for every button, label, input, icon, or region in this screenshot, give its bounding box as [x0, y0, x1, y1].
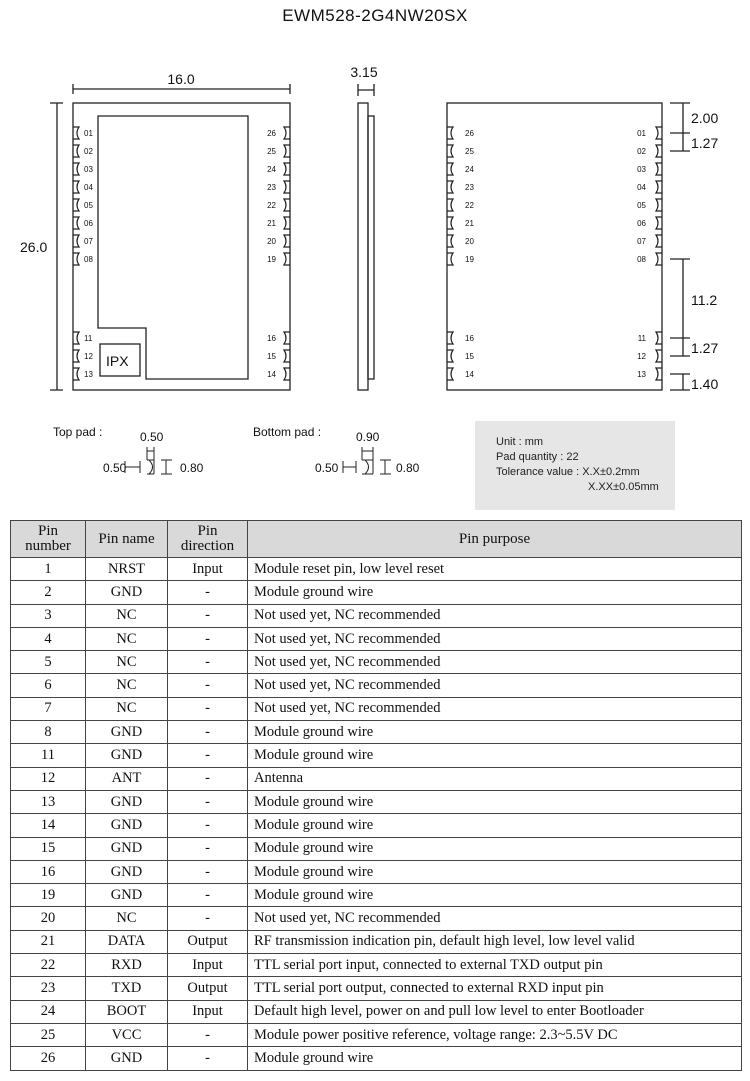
pad-icon — [656, 145, 662, 157]
pad-icon — [447, 199, 453, 211]
pin-direction-cell: Output — [168, 930, 248, 953]
pad-icon — [447, 145, 453, 157]
pin-number-label: 04 — [637, 183, 646, 192]
pad-icon — [447, 181, 453, 193]
pin-name-cell: BOOT — [86, 1000, 168, 1023]
table-row — [11, 790, 742, 813]
pin-purpose-cell: TTL serial port input, connected to external TXD output pin — [248, 954, 742, 977]
pin-number-cell: 14 — [11, 814, 86, 837]
tolerance-text: Tolerance value : X.X±0.2mm — [496, 466, 640, 478]
pin-purpose-cell: Module ground wire — [248, 1047, 742, 1070]
table-row — [11, 651, 742, 674]
pin-number-cell: 6 — [11, 674, 86, 697]
pin-number-label: 08 — [84, 255, 93, 264]
pin-number-label: 11 — [637, 334, 646, 343]
pin-number-label: 16 — [267, 334, 276, 343]
pin-number-label: 25 — [267, 147, 276, 156]
bottom-pad-length: 0.50 — [315, 461, 339, 475]
pad-icon — [447, 163, 453, 175]
pin-number-label: 06 — [84, 219, 93, 228]
pad-icon — [447, 368, 453, 380]
pin-number-label: 16 — [465, 334, 474, 343]
pad-icon — [447, 350, 453, 362]
dim-1-27-b: 1.27 — [691, 340, 719, 356]
pad-icon — [656, 253, 662, 265]
pin-number-cell: 19 — [11, 884, 86, 907]
bottom-view-outline — [447, 103, 662, 390]
pin-name-cell: NC — [86, 674, 168, 697]
pin-direction-cell: - — [168, 651, 248, 674]
pad-icon — [447, 332, 453, 344]
pin-direction-cell: - — [168, 790, 248, 813]
pin-purpose-cell: Module reset pin, low level reset — [248, 558, 742, 581]
pin-direction-cell: - — [168, 1047, 248, 1070]
pin-number-cell: 5 — [11, 651, 86, 674]
bottom-pad-width: 0.90 — [356, 430, 380, 444]
pad-icon — [447, 127, 453, 139]
height-label: 26.0 — [20, 239, 48, 255]
pin-purpose-cell: Module ground wire — [248, 721, 742, 744]
table-row — [11, 627, 742, 650]
pin-direction-cell: - — [168, 697, 248, 720]
pin-name-cell: GND — [86, 790, 168, 813]
pin-direction-cell: - — [168, 604, 248, 627]
pad-icon — [73, 127, 79, 139]
table-row — [11, 1047, 742, 1070]
pin-purpose-cell: Not used yet, NC recommended — [248, 627, 742, 650]
pad-icon — [284, 350, 290, 362]
pin-direction-cell: - — [168, 674, 248, 697]
pin-name-cell: ANT — [86, 767, 168, 790]
pad-icon — [73, 199, 79, 211]
shield-outline — [98, 116, 248, 379]
header-pin-purpose: Pin purpose — [248, 521, 742, 558]
pin-number-cell: 25 — [11, 1023, 86, 1046]
table-row — [11, 767, 742, 790]
pad-icon — [73, 368, 79, 380]
table-row — [11, 721, 742, 744]
pin-name-cell: GND — [86, 860, 168, 883]
pin-number-label: 26 — [465, 129, 474, 138]
pin-number-label: 04 — [84, 183, 93, 192]
pad-icon — [73, 235, 79, 247]
pin-number-cell: 22 — [11, 954, 86, 977]
pin-number-label: 02 — [84, 147, 93, 156]
pin-number-label: 14 — [465, 370, 474, 379]
pin-number-cell: 4 — [11, 627, 86, 650]
dim-1-27-a: 1.27 — [691, 135, 719, 151]
pin-name-cell: VCC — [86, 1023, 168, 1046]
spec-info-box — [475, 421, 675, 510]
table-row — [11, 581, 742, 604]
pad-icon — [284, 253, 290, 265]
dim-2-00: 2.00 — [691, 110, 719, 126]
pin-number-label: 03 — [637, 165, 646, 174]
pin-number-label: 22 — [267, 201, 276, 210]
side-view-pcb — [358, 103, 368, 390]
pin-purpose-cell: TTL serial port output, connected to external RXD input pin — [248, 977, 742, 1000]
pin-direction-cell: - — [168, 837, 248, 860]
pin-purpose-cell: Module power positive reference, voltage range: 2.3~5.5V DC — [248, 1023, 742, 1046]
dim-1-40: 1.40 — [691, 376, 719, 392]
pin-purpose-cell: Module ground wire — [248, 837, 742, 860]
pin-name-cell: NC — [86, 907, 168, 930]
pin-number-label: 20 — [465, 237, 474, 246]
pin-direction-cell: Input — [168, 1000, 248, 1023]
top-pad-label: Top pad : — [53, 425, 103, 439]
pin-name-cell: DATA — [86, 930, 168, 953]
pin-purpose-cell: Module ground wire — [248, 884, 742, 907]
pad-icon — [73, 217, 79, 229]
pin-number-cell: 3 — [11, 604, 86, 627]
pad-icon — [284, 199, 290, 211]
unit-text: Unit : mm — [496, 436, 544, 448]
pin-purpose-cell: Module ground wire — [248, 860, 742, 883]
pin-name-cell: GND — [86, 1047, 168, 1070]
top-view-outline — [73, 103, 290, 390]
bottom-pad-diagram — [343, 447, 391, 474]
header-pin-number: Pin number — [11, 521, 86, 558]
pin-number-label: 03 — [84, 165, 93, 174]
pad-icon — [73, 145, 79, 157]
pin-number-label: 13 — [84, 370, 93, 379]
height-dimension-line — [50, 103, 63, 390]
pin-name-cell: NC — [86, 651, 168, 674]
table-row — [11, 814, 742, 837]
pad-icon — [73, 181, 79, 193]
table-row — [11, 1023, 742, 1046]
pin-purpose-cell: Module ground wire — [248, 744, 742, 767]
pin-number-label: 07 — [637, 237, 646, 246]
table-row — [11, 697, 742, 720]
pad-icon — [656, 332, 662, 344]
pin-purpose-cell: Module ground wire — [248, 814, 742, 837]
pad-icon — [284, 332, 290, 344]
pin-number-cell: 15 — [11, 837, 86, 860]
pad-icon — [73, 163, 79, 175]
pad-icon — [447, 253, 453, 265]
pin-purpose-cell: Module ground wire — [248, 581, 742, 604]
pin-name-cell: GND — [86, 884, 168, 907]
pin-number-label: 20 — [267, 237, 276, 246]
module-title: EWM528-2G4NW20SX — [282, 6, 468, 25]
pad-icon — [656, 217, 662, 229]
side-view-shield — [368, 116, 374, 379]
tolerance-text-2: X.XX±0.05mm — [588, 481, 659, 493]
pin-number-cell: 11 — [11, 744, 86, 767]
table-row — [11, 954, 742, 977]
pin-name-cell: GND — [86, 837, 168, 860]
pin-direction-cell: - — [168, 767, 248, 790]
pin-name-cell: NRST — [86, 558, 168, 581]
pin-number-cell: 24 — [11, 1000, 86, 1023]
pin-direction-cell: Input — [168, 558, 248, 581]
pin-number-label: 07 — [84, 237, 93, 246]
pin-number-label: 26 — [267, 129, 276, 138]
table-row — [11, 1000, 742, 1023]
pin-direction-cell: - — [168, 581, 248, 604]
pin-number-cell: 12 — [11, 767, 86, 790]
pin-number-label: 22 — [465, 201, 474, 210]
table-row — [11, 884, 742, 907]
pin-direction-cell: Output — [168, 977, 248, 1000]
pin-name-cell: TXD — [86, 977, 168, 1000]
pad-icon — [447, 217, 453, 229]
table-row — [11, 907, 742, 930]
pitch-dimension-lines — [670, 103, 690, 390]
table-row — [11, 604, 742, 627]
thickness-label: 3.15 — [350, 64, 378, 80]
table-row — [11, 558, 742, 581]
bottom-pad-height: 0.80 — [396, 461, 420, 475]
pin-name-cell: GND — [86, 744, 168, 767]
pin-number-label: 15 — [267, 352, 276, 361]
pin-purpose-cell: Not used yet, NC recommended — [248, 674, 742, 697]
pin-name-cell: RXD — [86, 954, 168, 977]
pad-icon — [656, 235, 662, 247]
pin-purpose-cell: Not used yet, NC recommended — [248, 907, 742, 930]
pin-purpose-cell: RF transmission indication pin, default high level, low level valid — [248, 930, 742, 953]
pad-quantity-text: Pad quantity : 22 — [496, 451, 579, 463]
top-pad-height: 0.80 — [180, 461, 204, 475]
pin-number-label: 19 — [465, 255, 474, 264]
pin-number-cell: 23 — [11, 977, 86, 1000]
pin-number-cell: 7 — [11, 697, 86, 720]
pad-icon — [447, 235, 453, 247]
pad-icon — [284, 181, 290, 193]
pin-number-label: 12 — [637, 352, 646, 361]
pin-number-label: 02 — [637, 147, 646, 156]
pad-icon — [284, 127, 290, 139]
pad-icon — [656, 163, 662, 175]
header-pin-name: Pin name — [86, 521, 168, 558]
ipx-label: IPX — [106, 353, 129, 369]
pin-number-label: 05 — [637, 201, 646, 210]
pin-number-label: 12 — [84, 352, 93, 361]
pin-number-label: 13 — [637, 370, 646, 379]
pin-direction-cell: - — [168, 744, 248, 767]
pin-purpose-cell: Module ground wire — [248, 790, 742, 813]
table-row — [11, 674, 742, 697]
table-row — [11, 837, 742, 860]
width-label: 16.0 — [167, 71, 195, 87]
pad-icon — [656, 181, 662, 193]
pad-icon — [284, 163, 290, 175]
pin-number-label: 01 — [84, 129, 93, 138]
pin-number-label: 06 — [637, 219, 646, 228]
table-row — [11, 977, 742, 1000]
pin-number-label: 21 — [267, 219, 276, 228]
pad-icon — [656, 199, 662, 211]
header-pin-direction: Pin direction — [168, 521, 248, 558]
pin-direction-cell: - — [168, 721, 248, 744]
table-row — [11, 860, 742, 883]
pin-number-label: 01 — [637, 129, 646, 138]
pin-number-label: 23 — [465, 183, 474, 192]
table-row — [11, 930, 742, 953]
bottom-pad-label: Bottom pad : — [253, 425, 322, 439]
pin-number-cell: 20 — [11, 907, 86, 930]
pin-number-label: 15 — [465, 352, 474, 361]
pad-icon — [73, 350, 79, 362]
pin-name-cell: NC — [86, 604, 168, 627]
pin-direction-cell: - — [168, 814, 248, 837]
pin-number-cell: 8 — [11, 721, 86, 744]
pin-purpose-cell: Not used yet, NC recommended — [248, 604, 742, 627]
pad-icon — [656, 350, 662, 362]
pin-number-label: 05 — [84, 201, 93, 210]
pin-definition-table — [10, 520, 742, 1071]
pin-number-cell: 2 — [11, 581, 86, 604]
table-row — [11, 744, 742, 767]
pad-icon — [284, 217, 290, 229]
pin-number-cell: 26 — [11, 1047, 86, 1070]
pin-name-cell: GND — [86, 814, 168, 837]
pin-direction-cell: - — [168, 627, 248, 650]
pin-number-label: 25 — [465, 147, 474, 156]
pad-icon — [656, 368, 662, 380]
pad-icon — [656, 127, 662, 139]
pin-number-label: 14 — [267, 370, 276, 379]
pin-number-cell: 13 — [11, 790, 86, 813]
pin-number-label: 23 — [267, 183, 276, 192]
top-pad-diagram — [125, 447, 172, 474]
pin-direction-cell: Input — [168, 954, 248, 977]
pin-number-cell: 1 — [11, 558, 86, 581]
pad-icon — [73, 253, 79, 265]
pin-number-label: 21 — [465, 219, 474, 228]
pin-number-label: 08 — [637, 255, 646, 264]
pad-icon — [284, 145, 290, 157]
pin-purpose-cell: Antenna — [248, 767, 742, 790]
pin-direction-cell: - — [168, 1023, 248, 1046]
pin-name-cell: NC — [86, 627, 168, 650]
dim-11-2: 11.2 — [691, 292, 718, 308]
pin-purpose-cell: Not used yet, NC recommended — [248, 651, 742, 674]
pin-direction-cell: - — [168, 860, 248, 883]
pin-number-label: 24 — [267, 165, 276, 174]
pin-purpose-cell: Not used yet, NC recommended — [248, 697, 742, 720]
pad-icon — [73, 332, 79, 344]
pin-number-label: 24 — [465, 165, 474, 174]
pin-direction-cell: - — [168, 884, 248, 907]
pin-name-cell: GND — [86, 721, 168, 744]
pin-number-label: 11 — [84, 334, 93, 343]
pin-number-cell: 16 — [11, 860, 86, 883]
pad-icon — [284, 235, 290, 247]
pin-direction-cell: - — [168, 907, 248, 930]
pin-name-cell: GND — [86, 581, 168, 604]
thickness-dimension-line — [358, 84, 374, 96]
top-pad-length: 0.50 — [103, 461, 127, 475]
pad-icon — [284, 368, 290, 380]
pin-name-cell: NC — [86, 697, 168, 720]
pin-number-label: 19 — [267, 255, 276, 264]
pin-number-cell: 21 — [11, 930, 86, 953]
top-pad-width: 0.50 — [140, 430, 164, 444]
pin-purpose-cell: Default high level, power on and pull low level to enter Bootloader — [248, 1000, 742, 1023]
